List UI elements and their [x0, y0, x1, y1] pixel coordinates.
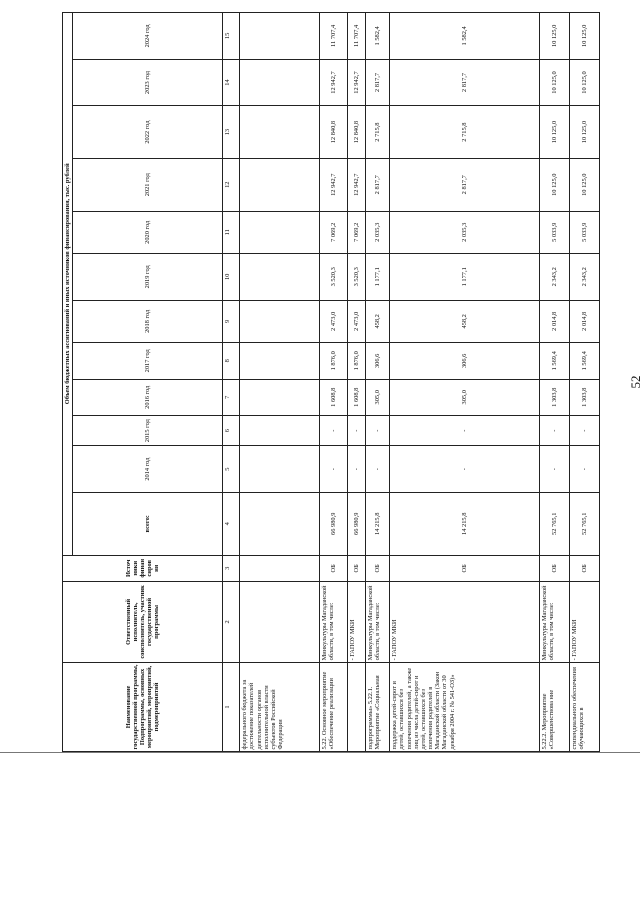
row-year-value-cell: 1 876,0: [320, 343, 348, 379]
col-number: 15: [223, 13, 240, 60]
row-year-value-cell: 306,6: [390, 343, 540, 379]
row-year-value-cell: [240, 300, 320, 343]
header-col-executor: Ответственный исполнитель, соисполнитель, участник государственной программы: [63, 581, 223, 662]
row-total-cell: 66 980,9: [320, 492, 348, 555]
col-number: 3: [223, 555, 240, 581]
row-year-value-cell: -: [390, 446, 540, 493]
row-year-value-cell: -: [348, 446, 366, 493]
row-year-value-cell: 11 707,4: [320, 13, 348, 60]
row-year-value-cell: 5 033,9: [570, 211, 600, 254]
row-executor-cell: - ГАПОУ МКИ: [348, 581, 366, 662]
row-year-value-cell: 1 608,8: [320, 379, 348, 415]
col-number: 14: [223, 59, 240, 106]
row-year-value-cell: -: [348, 415, 366, 445]
row-year-value-cell: [240, 59, 320, 106]
row-total-cell: 66 980,9: [348, 492, 366, 555]
col-number: 13: [223, 106, 240, 159]
header-total: всего:: [73, 492, 223, 555]
table-body: [240, 13, 600, 752]
col-number: 1: [223, 662, 240, 751]
header-year: 2016 год: [73, 379, 223, 415]
row-year-value-cell: 2 014,8: [540, 300, 570, 343]
table-row: [570, 13, 600, 752]
row-year-value-cell: 3 520,3: [320, 254, 348, 301]
row-executor-cell: [240, 581, 320, 662]
header-row-1: [63, 13, 73, 752]
row-year-value-cell: 10 125,0: [570, 158, 600, 211]
row-year-value-cell: -: [366, 446, 390, 493]
col-number: 5: [223, 446, 240, 493]
row-year-value-cell: 10 125,0: [540, 158, 570, 211]
header-year: 2018 год: [73, 300, 223, 343]
row-year-value-cell: 2 343,2: [570, 254, 600, 301]
page-number: 52: [628, 375, 643, 389]
row-year-value-cell: -: [320, 415, 348, 445]
header-col-name: Наименование государственной программы, Подпрограммы, основных мероприятий, мероприятий, подмероприятий: [63, 662, 223, 751]
row-year-value-cell: 2 715,8: [390, 106, 540, 159]
row-year-value-cell: 306,6: [366, 343, 390, 379]
row-year-value-cell: [240, 13, 320, 60]
col-number: 9: [223, 300, 240, 343]
funding-table: [62, 12, 600, 752]
row-year-value-cell: 12 840,8: [320, 106, 348, 159]
row-year-value-cell: [240, 254, 320, 301]
row-source-cell: ОБ: [570, 555, 600, 581]
row-year-value-cell: [240, 211, 320, 254]
row-year-value-cell: -: [570, 415, 600, 445]
row-year-value-cell: -: [320, 446, 348, 493]
table-row: [348, 13, 366, 752]
row-year-value-cell: 10 125,0: [570, 13, 600, 60]
row-year-value-cell: -: [366, 415, 390, 445]
row-year-value-cell: 3 520,3: [348, 254, 366, 301]
row-year-value-cell: 12 942,7: [348, 158, 366, 211]
row-year-value-cell: 2 817,7: [366, 158, 390, 211]
row-year-value-cell: -: [540, 415, 570, 445]
row-executor-cell: - ГАПОУ МКИ: [390, 581, 540, 662]
col-number: 11: [223, 211, 240, 254]
row-name-cell: 5.22. Основное мероприятие «Обеспечение реализации: [320, 662, 348, 751]
row-source-cell: ОБ: [390, 555, 540, 581]
row-name-cell: [348, 662, 366, 751]
col-number: 2: [223, 581, 240, 662]
row-year-value-cell: 10 125,0: [570, 59, 600, 106]
row-executor-cell: Минкультуры Магаданской области, в том числе:: [366, 581, 390, 662]
col-number: 12: [223, 158, 240, 211]
row-name-cell: федерального бюджета за достижение показателей деятельности органов исполнительной власти субъектов Российской Федерации: [240, 662, 320, 751]
row-year-value-cell: 1 582,4: [390, 13, 540, 60]
row-year-value-cell: 10 125,0: [540, 59, 570, 106]
row-year-value-cell: 2 014,8: [570, 300, 600, 343]
row-total-cell: 14 215,8: [390, 492, 540, 555]
row-total-cell: 52 765,1: [570, 492, 600, 555]
row-year-value-cell: 1 582,4: [366, 13, 390, 60]
row-year-value-cell: 10 125,0: [570, 106, 600, 159]
row-year-value-cell: 305,0: [390, 379, 540, 415]
header-year: 2017 год: [73, 343, 223, 379]
row-source-cell: ОБ: [348, 555, 366, 581]
row-total-cell: 52 765,1: [540, 492, 570, 555]
row-year-value-cell: 1 303,8: [540, 379, 570, 415]
row-year-value-cell: 12 942,7: [348, 59, 366, 106]
row-source-cell: ОБ: [320, 555, 348, 581]
row-year-value-cell: 10 125,0: [540, 13, 570, 60]
row-executor-cell: Минкультуры Магаданской области, в том числе:: [320, 581, 348, 662]
row-source-cell: ОБ: [540, 555, 570, 581]
row-year-value-cell: [240, 106, 320, 159]
row-year-value-cell: 7 069,2: [348, 211, 366, 254]
header-year: 2023 год: [73, 59, 223, 106]
row-name-cell: поддержка детей-сирот и детей, оставшихся без попечения родителей, а также лиц из числа детей-сирот и детей, оставшихся без попечения родителей в Магаданской области (Закон Магаданской области от 30 декабря 2004 г. № 541-ОЗ)»: [390, 662, 540, 751]
row-year-value-cell: [240, 446, 320, 493]
header-year: 2021 год: [73, 158, 223, 211]
header-funding-group: Объем бюджетных ассигнований и иных источников финансирования, тыс. рублей: [63, 13, 73, 556]
row-source-cell: [240, 555, 320, 581]
row-year-value-cell: [240, 158, 320, 211]
row-year-value-cell: -: [390, 415, 540, 445]
row-year-value-cell: -: [540, 446, 570, 493]
row-name-cell: 5.22.2. Мероприятие «Совершенствова ние: [540, 662, 570, 751]
row-year-value-cell: [240, 415, 320, 445]
row-year-value-cell: 2 817,7: [390, 158, 540, 211]
row-year-value-cell: 1 608,8: [348, 379, 366, 415]
row-total-cell: 14 215,8: [366, 492, 390, 555]
row-year-value-cell: [240, 379, 320, 415]
row-year-value-cell: 458,2: [366, 300, 390, 343]
row-year-value-cell: 7 069,2: [320, 211, 348, 254]
col-number: 4: [223, 492, 240, 555]
row-year-value-cell: 2 817,7: [366, 59, 390, 106]
row-year-value-cell: [240, 343, 320, 379]
col-number: 10: [223, 254, 240, 301]
row-year-value-cell: 1 177,1: [390, 254, 540, 301]
row-year-value-cell: 1 303,8: [570, 379, 600, 415]
page-divider-line: [0, 752, 640, 753]
row-year-value-cell: 2 035,3: [390, 211, 540, 254]
row-year-value-cell: 305,0: [366, 379, 390, 415]
header-year: 2014 год: [73, 446, 223, 493]
table-row: [390, 13, 540, 752]
row-year-value-cell: 11 707,4: [348, 13, 366, 60]
row-name-cell: стипендиального обеспечения обучающихся в: [570, 662, 600, 751]
row-executor-cell: - ГАПОУ МКИ: [570, 581, 600, 662]
col-number: 8: [223, 343, 240, 379]
row-total-cell: [240, 492, 320, 555]
header-year: 2020 год: [73, 211, 223, 254]
row-year-value-cell: 458,2: [390, 300, 540, 343]
col-number: 7: [223, 379, 240, 415]
table-row: [366, 13, 390, 752]
row-year-value-cell: 2 473,0: [348, 300, 366, 343]
row-year-value-cell: 12 942,7: [320, 59, 348, 106]
header-year: 2022 год: [73, 106, 223, 159]
row-year-value-cell: 1 569,4: [570, 343, 600, 379]
table-row: [320, 13, 348, 752]
row-year-value-cell: 5 033,9: [540, 211, 570, 254]
row-year-value-cell: 10 125,0: [540, 106, 570, 159]
col-number: 6: [223, 415, 240, 445]
table-row: [240, 13, 320, 752]
row-source-cell: ОБ: [366, 555, 390, 581]
column-number-row: [223, 13, 240, 752]
row-name-cell: подпрограммы» 5.22.1. Мероприятие «Социальная: [366, 662, 390, 751]
row-year-value-cell: 1 569,4: [540, 343, 570, 379]
header-year: 2015 год: [73, 415, 223, 445]
header-year: 2019 год: [73, 254, 223, 301]
row-year-value-cell: 2 715,8: [366, 106, 390, 159]
row-executor-cell: Минкультуры Магаданской области, в том числе:: [540, 581, 570, 662]
row-year-value-cell: 2 035,3: [366, 211, 390, 254]
row-year-value-cell: -: [570, 446, 600, 493]
row-year-value-cell: 12 840,8: [348, 106, 366, 159]
table-row: [540, 13, 570, 752]
row-year-value-cell: 1 177,1: [366, 254, 390, 301]
row-year-value-cell: 2 473,0: [320, 300, 348, 343]
header-col-source: Источ ники финан сиров ия: [63, 555, 223, 581]
row-year-value-cell: 2 343,2: [540, 254, 570, 301]
row-year-value-cell: 2 817,7: [390, 59, 540, 106]
header-year: 2024 год: [73, 13, 223, 60]
rotated-content: [62, 12, 643, 752]
row-year-value-cell: 12 942,7: [320, 158, 348, 211]
row-year-value-cell: 1 876,0: [348, 343, 366, 379]
